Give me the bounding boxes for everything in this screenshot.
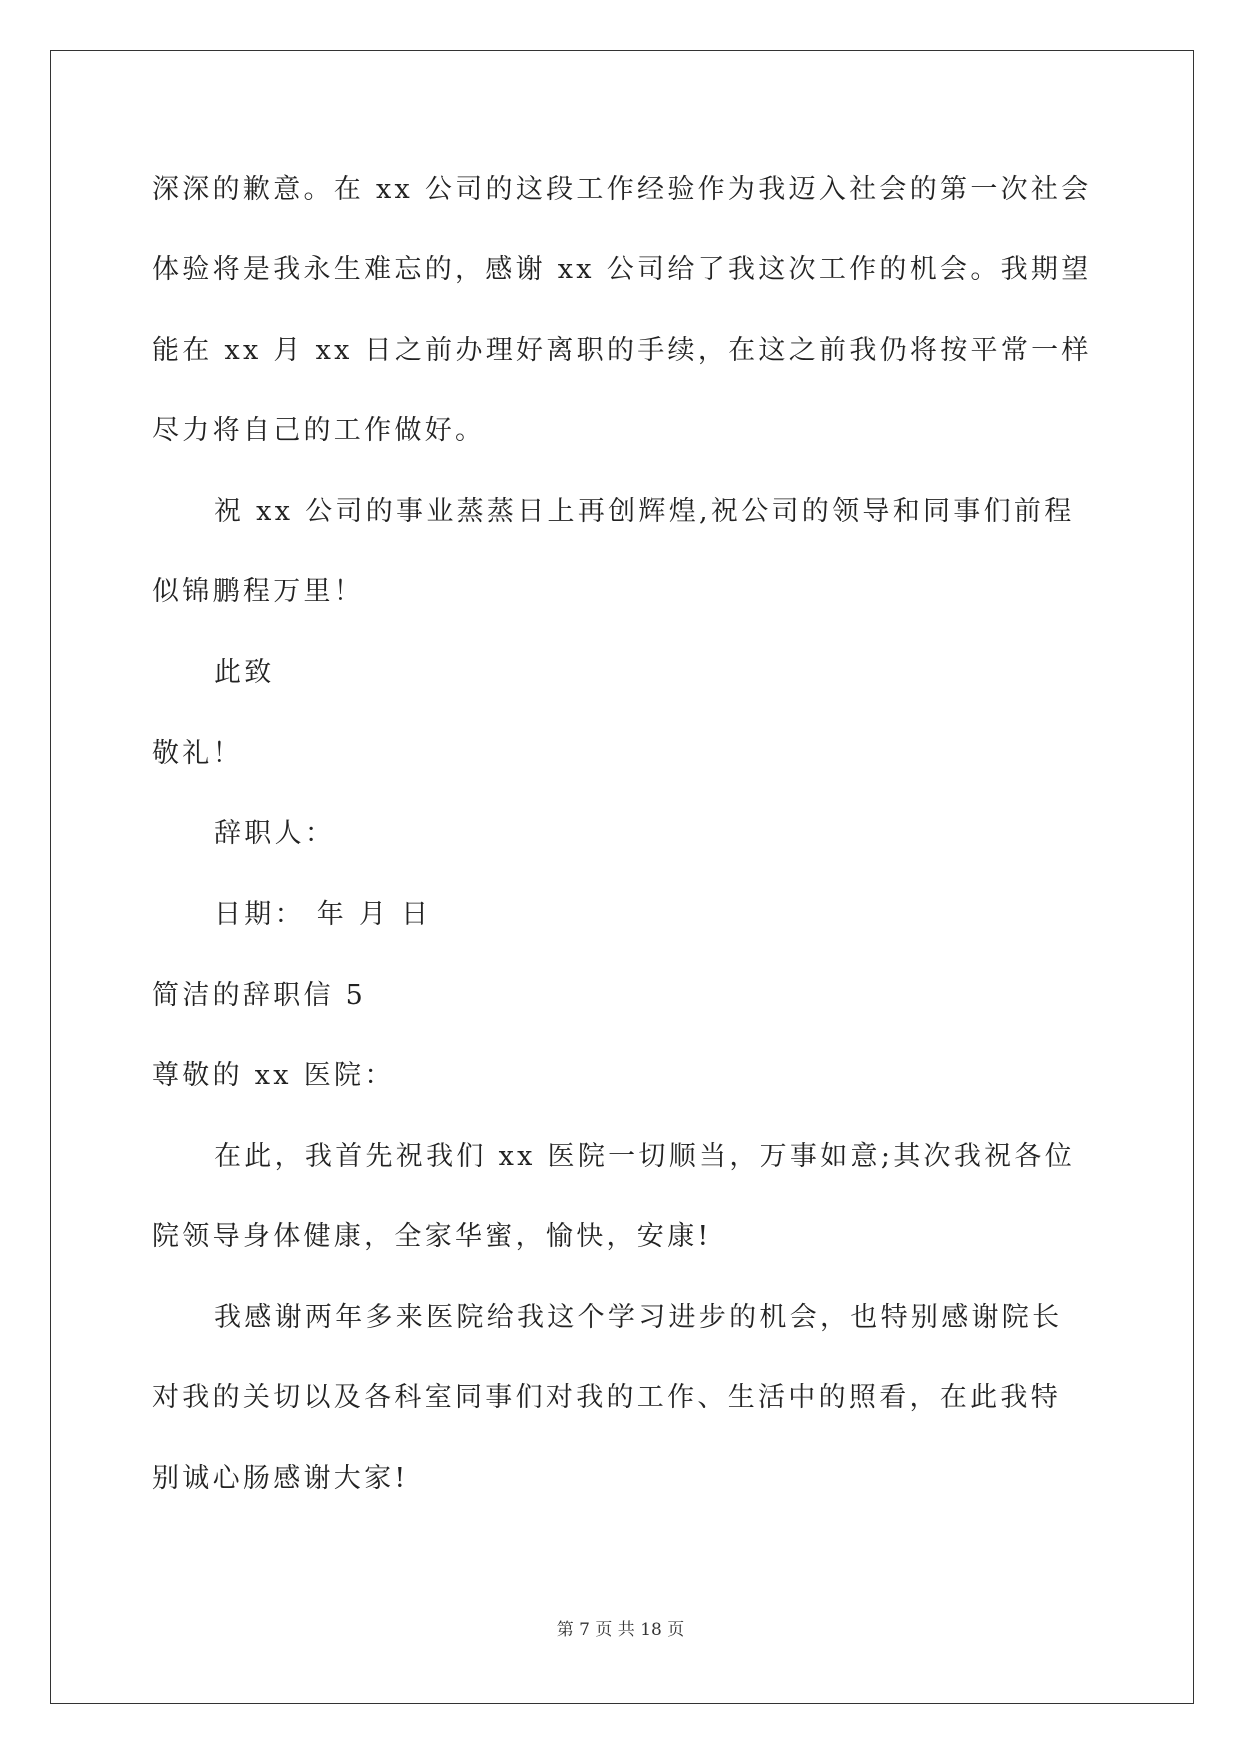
- signature-label: 辞职人：: [214, 818, 336, 849]
- paragraph-line: 体验将是我永生难忘的，感谢 xx 公司给了我这次工作的机会。我期望: [152, 254, 1092, 285]
- closing-salutation: 此致: [214, 657, 275, 688]
- page-border: [50, 50, 1194, 1704]
- paragraph-line: 尽力将自己的工作做好。: [152, 415, 486, 446]
- closing-regards: 敬礼！: [152, 738, 243, 769]
- paragraph-line: 我感谢两年多来医院给我这个学习进步的机会，也特别感谢院长: [214, 1302, 1063, 1333]
- section-heading: 简洁的辞职信 5: [152, 980, 367, 1011]
- letter-greeting: 尊敬的 xx 医院：: [152, 1060, 395, 1091]
- paragraph-line: 在此，我首先祝我们 xx 医院一切顺当，万事如意;其次我祝各位: [214, 1141, 1076, 1172]
- page-number-footer: 第 7 页 共 18 页: [556, 1620, 685, 1640]
- paragraph-line: 祝 xx 公司的事业蒸蒸日上再创辉煌,祝公司的领导和同事们前程: [214, 496, 1075, 527]
- paragraph-line: 似锦鹏程万里！: [152, 576, 365, 607]
- paragraph-line: 能在 xx 月 xx 日之前办理好离职的手续，在这之前我仍将按平常一样: [152, 335, 1092, 366]
- paragraph-line: 院领导身体健康，全家华蜜，愉快，安康!: [152, 1221, 712, 1252]
- paragraph-line: 别诚心肠感谢大家!: [152, 1463, 409, 1494]
- paragraph-line: 深深的歉意。在 xx 公司的这段工作经验作为我迈入社会的第一次社会: [152, 174, 1092, 205]
- paragraph-line: 对我的关切以及各科室同事们对我的工作、生活中的照看，在此我特: [152, 1382, 1061, 1413]
- date-label: 日期： 年 月 日: [214, 899, 432, 930]
